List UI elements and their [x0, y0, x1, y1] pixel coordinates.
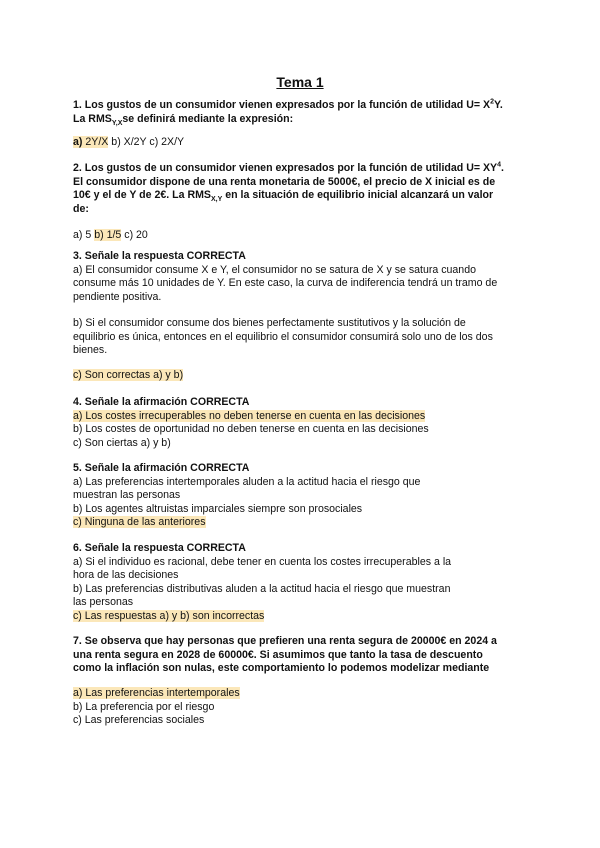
q1-option-c: c) 2X/Y [149, 136, 185, 148]
q3-correct-option: c) Son correctas a) y b) [73, 369, 184, 381]
question-2-options [73, 229, 533, 243]
question-4: 4. Señale la afirmación CORRECTA a) Los costes irrecuperables no deben tenerse en cuenta en las decisiones b) Los costes de oportunidad no deben tenerse en cuenta en las decisiones c) Son ciertas a) y b) [73, 396, 533, 450]
q7-correct-option: a) Las preferencias intertemporales [73, 687, 240, 699]
question-6-heading: 6. Señale la respuesta CORRECTA [73, 542, 246, 554]
q2-option-a: a) 5 [73, 229, 92, 241]
question-5-heading: 5. Señale la afirmación CORRECTA [73, 462, 250, 474]
q4-correct-option: a) Los costes irrecuperables no deben tenerse en cuenta en las decisiones [73, 409, 426, 422]
question-3: 3. Señale la respuesta CORRECTA a) El consumidor consume X e Y, el consumidor no se satura de X y se satura cuando consume más 10 unidades de Y. En este caso, la curva de indiferencia tendrá un tramo de pendiente positiva. [73, 250, 533, 304]
question-3-heading: 3. Señale la respuesta CORRECTA [73, 250, 246, 262]
question-1-options [73, 136, 533, 150]
q2-correct-option: b) 1/5 [94, 229, 122, 241]
q7-option-b: b) La preferencia por el riesgo [73, 700, 215, 713]
q5-correct-option: c) Ninguna de las anteriores [73, 516, 206, 528]
question-7-stem: 7. Se observa que hay personas que prefieren una renta segura de 20000€ en 2024 a una renta segura en 2028 de 60000€. Si asumimos que tanto la tasa de descuento como la inflación son nulas, este comportamiento lo podemos modelizar mediante [73, 635, 497, 674]
q2-option-c: c) 20 [124, 229, 148, 241]
q6-correct-option: c) Las respuestas a) y b) son incorrectas [73, 609, 265, 622]
question-5: 5. Señale la afirmación CORRECTA a) Las preferencias intertemporales aluden a la actitud hacia el riesgo que muestran las personas b) Los agentes altruistas imparciales siempre son prosociales c) Ninguna de las anteriores [73, 462, 533, 530]
question-3-option-b: b) Si el consumidor consume dos bienes perfectamente sustitutivos y la solución de equilibrio es única, entonces en el equilibrio el consumidor consumirá solo uno de los dos bienes. [73, 317, 493, 356]
question-7-options [73, 687, 533, 728]
question-2-stem: 2. Los gustos de un consumidor vienen expresados por la función de utilidad $U= XY^4$. El consumidor dispone de una renta monetaria de 5000€, el precio de X inicial es de 10€ y el de Y de 2€. La $RMS_{X,Y}$ en la situación de equilibrio inicial alcanzará un valor de: [73, 161, 504, 215]
question-1-stem: 1. Los gustos de un consumidor vienen expresados por la función de utilidad $U= X^2Y$. La $RMS_{Y,X}se$ definirá mediante la expresión: [73, 98, 503, 127]
question-4-heading: 4. Señale la afirmación CORRECTA [73, 396, 250, 408]
question-3-option-c [73, 369, 533, 383]
q1-correct-option: a) 2Y/X [73, 136, 109, 148]
question-6: 6. Señale la respuesta CORRECTA a) Si el individuo es racional, debe tener en cuenta los costes irrecuperables a la hora de las decisiones b) Las preferencias distributivas aluden a la actitud hacia el riesgo que muestran las personas c) Las respuestas a) y b) son incorrectas [73, 542, 533, 623]
q1-option-b: b) X/2Y [111, 136, 147, 148]
page-title: Tema 1 [276, 74, 324, 90]
q7-option-c: c) Las preferencias sociales [73, 714, 205, 726]
